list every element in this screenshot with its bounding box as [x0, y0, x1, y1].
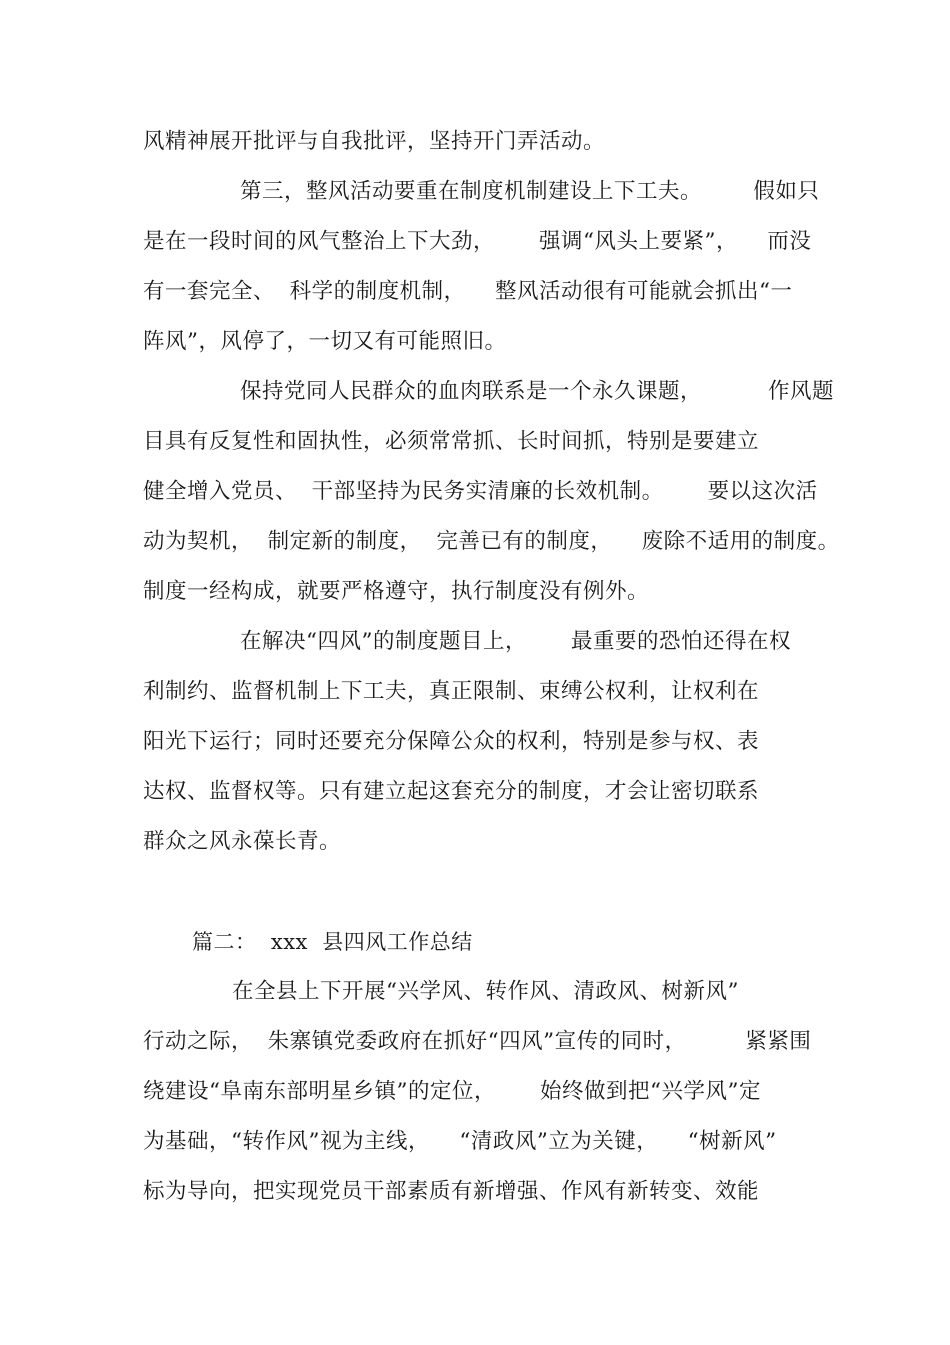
text-line: 风精神展开批评与自我批评，坚持开门弄活动。	[143, 129, 606, 154]
section-heading: 篇二： xxx 县四风工作总结	[192, 930, 473, 954]
text-line: 健全增入党员、 干部坚持为民务实清廉的长效机制。 要以这次活	[143, 479, 818, 504]
text-line: 目具有反复性和固执性，必须常常抓、长时间抓，特别是要建立	[143, 429, 760, 454]
text-line: 有一套完全、 科学的制度机制， 整风活动很有可能就会抓出“一	[143, 279, 793, 304]
text-line: 阳光下运行；同时还要充分保障公众的权利，特别是参与权、表	[143, 729, 760, 754]
text-line: 在全县上下开展“兴学风、转作风、清政风、树新风”	[232, 979, 739, 1004]
text-line: 利制约、监督机制上下工夫，真正限制、束缚公权利，让权利在	[143, 679, 760, 704]
text-line: 保持党同人民群众的血肉联系是一个永久课题， 作风题	[240, 379, 835, 404]
text-line: 是在一段时间的风气整治上下大劲， 强调“风头上要紧”， 而没	[143, 229, 812, 254]
text-line: 达权、监督权等。只有建立起这套充分的制度，才会让密切联系	[143, 779, 760, 804]
text-line: 动为契机， 制定新的制度， 完善已有的制度， 废除不适用的制度。	[143, 529, 840, 554]
text-line: 制度一经构成，就要严格遵守，执行制度没有例外。	[143, 579, 650, 604]
text-line: 为基础，“转作风”视为主线， “清政风”立为关键， “树新风”	[143, 1129, 777, 1154]
text-line: 第三，整风活动要重在制度机制建设上下工夫。 假如只	[240, 179, 820, 204]
text-line: 阵风”，风停了，一切又有可能照旧。	[143, 329, 507, 354]
text-line: 绕建设“阜南东部明星乡镇”的定位， 始终做到把“兴学风”定	[143, 1079, 761, 1104]
text-line: 群众之风永葆长青。	[143, 829, 342, 854]
text-line: 行动之际， 朱寨镇党委政府在抓好“四风”宣传的同时， 紧紧围	[143, 1029, 812, 1054]
text-line: 标为导向，把实现党员干部素质有新增强、作风有新转变、效能	[143, 1179, 760, 1204]
text-line: 在解决“四风”的制度题目上， 最重要的恐怕还得在权	[240, 629, 791, 654]
